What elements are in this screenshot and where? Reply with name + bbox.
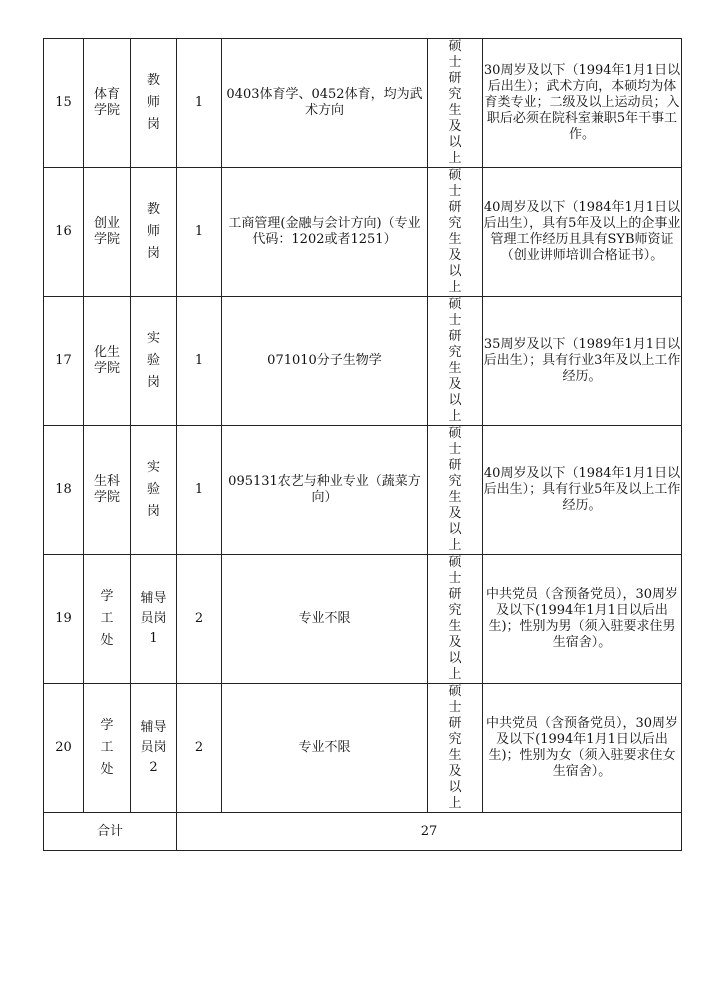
unit-name: 化生学院 — [94, 345, 121, 376]
other-requirements: 中共党员（含预备党员），30周岁及以下(1994年1月1日以后出生)；性别为女（须入驻要求住女生宿舍）。 — [483, 684, 682, 813]
row-number: 18 — [44, 426, 84, 555]
row-number: 16 — [44, 168, 84, 297]
unit-name: 创业学院 — [94, 216, 121, 247]
unit-cell — [84, 39, 131, 168]
major-requirement: 工商管理(金融与会计方向)（专业代码：1202或者1251） — [222, 168, 428, 297]
headcount: 1 — [177, 39, 222, 168]
education-cell — [428, 426, 483, 555]
unit-cell — [84, 168, 131, 297]
row-number: 19 — [44, 555, 84, 684]
education-cell — [428, 684, 483, 813]
unit-cell — [84, 297, 131, 426]
total-value: 27 — [177, 813, 682, 851]
post-name: 辅导员岗2 — [140, 720, 167, 775]
post-cell — [131, 168, 177, 297]
post-cell — [131, 684, 177, 813]
unit-name: 生科学院 — [94, 474, 121, 505]
table-row — [44, 555, 682, 684]
major-requirement: 专业不限 — [222, 555, 428, 684]
post-cell — [131, 426, 177, 555]
other-requirements: 40周岁及以下（1984年1月1日以后出生），具有5年及以上的企事业管理工作经历且具有SYB师资证（创业讲师培训合格证书）。 — [483, 168, 682, 297]
major-requirement: 0403体育学、0452体育，均为武术方向 — [222, 39, 428, 168]
post-cell — [131, 39, 177, 168]
education-cell — [428, 555, 483, 684]
post-name: 教师岗 — [146, 73, 160, 132]
table-row — [44, 426, 682, 555]
headcount: 1 — [177, 297, 222, 426]
education-cell — [428, 168, 483, 297]
education-cell — [428, 297, 483, 426]
table-row — [44, 297, 682, 426]
education-level: 硕士研究生及以上 — [448, 297, 462, 424]
major-requirement: 专业不限 — [222, 684, 428, 813]
education-level: 硕士研究生及以上 — [448, 39, 462, 166]
other-requirements: 40周岁及以下（1984年1月1日以后出生）；具有行业5年及以上工作经历。 — [483, 426, 682, 555]
table-row — [44, 168, 682, 297]
unit-cell — [84, 426, 131, 555]
headcount: 2 — [177, 555, 222, 684]
table-row — [44, 39, 682, 168]
post-name: 教师岗 — [146, 202, 160, 261]
education-level: 硕士研究生及以上 — [448, 426, 462, 553]
unit-cell — [84, 684, 131, 813]
other-requirements: 30周岁及以下（1994年1月1日以后出生）；武术方向，本硕均为体育类专业；二级及以上运动员；入职后必须在院科室兼职5年干事工作。 — [483, 39, 682, 168]
unit-name: 学工处 — [100, 589, 114, 648]
total-label: 合计 — [44, 813, 177, 851]
major-requirement: 095131农艺与种业专业（蔬菜方向） — [222, 426, 428, 555]
education-level: 硕士研究生及以上 — [448, 168, 462, 295]
post-name: 实验岗 — [146, 331, 160, 390]
other-requirements: 中共党员（含预备党员），30周岁及以下(1994年1月1日以后出生)；性别为男（须入驻要求住男生宿舍）。 — [483, 555, 682, 684]
row-number: 20 — [44, 684, 84, 813]
row-number: 17 — [44, 297, 84, 426]
headcount: 2 — [177, 684, 222, 813]
unit-name: 体育学院 — [94, 87, 121, 118]
row-number: 15 — [44, 39, 84, 168]
education-level: 硕士研究生及以上 — [448, 684, 462, 811]
post-name: 辅导员岗1 — [140, 591, 167, 646]
headcount: 1 — [177, 168, 222, 297]
table-row — [44, 684, 682, 813]
education-cell — [428, 39, 483, 168]
headcount: 1 — [177, 426, 222, 555]
recruitment-table — [43, 38, 682, 851]
major-requirement: 071010分子生物学 — [222, 297, 428, 426]
education-level: 硕士研究生及以上 — [448, 555, 462, 682]
post-cell — [131, 555, 177, 684]
unit-name: 学工处 — [100, 718, 114, 777]
post-cell — [131, 297, 177, 426]
total-row — [44, 813, 682, 851]
other-requirements: 35周岁及以下（1989年1月1日以后出生）；具有行业3年及以上工作经历。 — [483, 297, 682, 426]
unit-cell — [84, 555, 131, 684]
post-name: 实验岗 — [146, 460, 160, 519]
